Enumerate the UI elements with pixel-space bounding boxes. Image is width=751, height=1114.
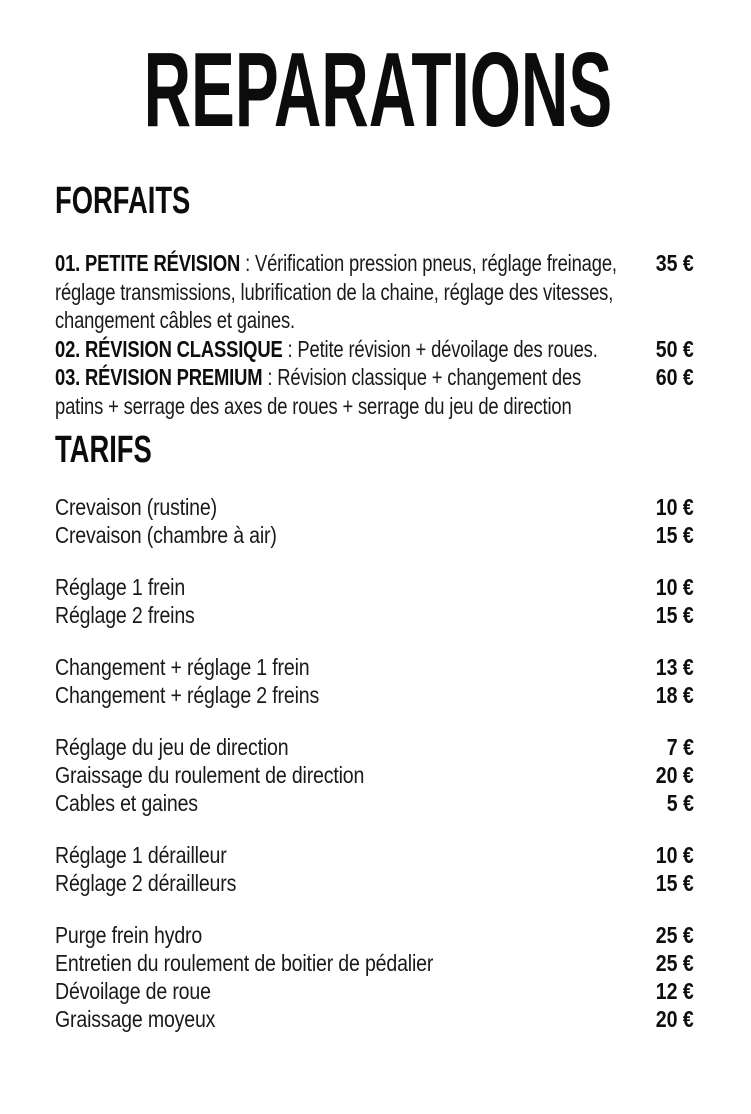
- forfait-price: 60 €: [655, 364, 694, 390]
- tarif-price: 5 €: [666, 790, 694, 816]
- forfait-label: 03. RÉVISION PREMIUM: [55, 364, 263, 390]
- forfait-item-revision-classique: [55, 335, 694, 364]
- tarif-price: 15 €: [655, 602, 694, 628]
- tarif-price: 7 €: [666, 734, 694, 760]
- tarif-row: [55, 841, 694, 869]
- forfait-text: [55, 363, 631, 420]
- tarif-price: 15 €: [655, 870, 694, 896]
- tarif-row: [55, 601, 694, 629]
- tarif-row: [55, 761, 694, 789]
- tarif-row: [55, 949, 694, 977]
- forfait-item-petite-revision: [55, 249, 694, 335]
- tarif-label: Changement + réglage 1 frein: [55, 654, 310, 680]
- tarif-row: [55, 921, 694, 949]
- tarif-row: [55, 733, 694, 761]
- tarif-row: [55, 977, 694, 1005]
- tarif-price: 18 €: [655, 682, 694, 708]
- tarif-label: Réglage 1 dérailleur: [55, 842, 227, 868]
- tarif-group-reglage-freins: [55, 573, 694, 629]
- tarif-group-changement-freins: [55, 653, 694, 709]
- forfait-description: : Vérification pression pneus, réglage freinage, réglage transmissions, lubrification de la chaine, réglage des vitesses, changement câbles et gaines.: [55, 250, 617, 333]
- tarif-price: 13 €: [655, 654, 694, 680]
- tarif-label: Réglage 1 frein: [55, 574, 186, 600]
- tarifs-heading-text: TARIFS: [55, 429, 152, 471]
- tarif-price: 20 €: [655, 762, 694, 788]
- tarif-label: Réglage du jeu de direction: [55, 734, 289, 760]
- page-title: REPARATIONS: [143, 31, 613, 149]
- tarif-price: 10 €: [655, 574, 694, 600]
- tarif-label: Cables et gaines: [55, 790, 198, 816]
- tarif-price: 15 €: [655, 522, 694, 548]
- forfaits-heading: [55, 181, 751, 221]
- tarif-price: 25 €: [655, 950, 694, 976]
- tarif-group-crevaison: [55, 493, 694, 549]
- tarif-row: [55, 493, 694, 521]
- tarif-label: Purge frein hydro: [55, 922, 203, 948]
- tarif-group-derailleurs: [55, 841, 694, 897]
- forfait-label: 02. RÉVISION CLASSIQUE: [55, 335, 283, 362]
- forfait-item-revision-premium: [55, 363, 694, 420]
- tarif-label: Graissage du roulement de direction: [55, 762, 365, 788]
- tarif-label: Graissage moyeux: [55, 1006, 216, 1032]
- tarif-row: [55, 521, 694, 549]
- tarif-row: [55, 869, 694, 897]
- forfait-description: : Petite révision + dévoilage des roues.: [282, 335, 598, 362]
- forfait-description: : Révision classique + changement des patins + serrage des axes de roues + serrage du jeu de direction: [55, 364, 582, 419]
- tarif-row: [55, 789, 694, 817]
- page-title-wrap: [0, 31, 751, 149]
- tarif-label: Changement + réglage 2 freins: [55, 682, 320, 708]
- forfaits-list: [0, 249, 751, 420]
- tarif-label: Entretien du roulement de boitier de pédalier: [55, 950, 434, 976]
- forfaits-heading-text: FORFAITS: [55, 180, 191, 222]
- forfait-label: 01. PETITE RÉVISION: [55, 250, 241, 276]
- tarif-price: 10 €: [655, 842, 694, 868]
- tarif-label: Crevaison (rustine): [55, 494, 217, 520]
- tarif-group-divers: [55, 921, 694, 1033]
- tarif-row: [55, 1005, 694, 1033]
- forfait-price: 35 €: [655, 250, 694, 276]
- tarif-label: Dévoilage de roue: [55, 978, 211, 1004]
- tarif-row: [55, 681, 694, 709]
- forfait-text: [55, 335, 631, 364]
- tarif-price: 12 €: [655, 978, 694, 1004]
- tarif-price: 25 €: [655, 922, 694, 948]
- tarif-label: Réglage 2 dérailleurs: [55, 870, 237, 896]
- tarifs-list: [0, 493, 751, 1033]
- tarif-price: 10 €: [655, 494, 694, 520]
- tarif-price: 20 €: [655, 1006, 694, 1032]
- tarif-label: Réglage 2 freins: [55, 602, 195, 628]
- tarif-row: [55, 653, 694, 681]
- tarif-group-direction-cables: [55, 733, 694, 817]
- tarifs-heading: [55, 430, 751, 470]
- forfait-text: [55, 249, 631, 335]
- tarif-label: Crevaison (chambre à air): [55, 522, 277, 548]
- forfait-price: 50 €: [655, 335, 694, 362]
- tarif-row: [55, 573, 694, 601]
